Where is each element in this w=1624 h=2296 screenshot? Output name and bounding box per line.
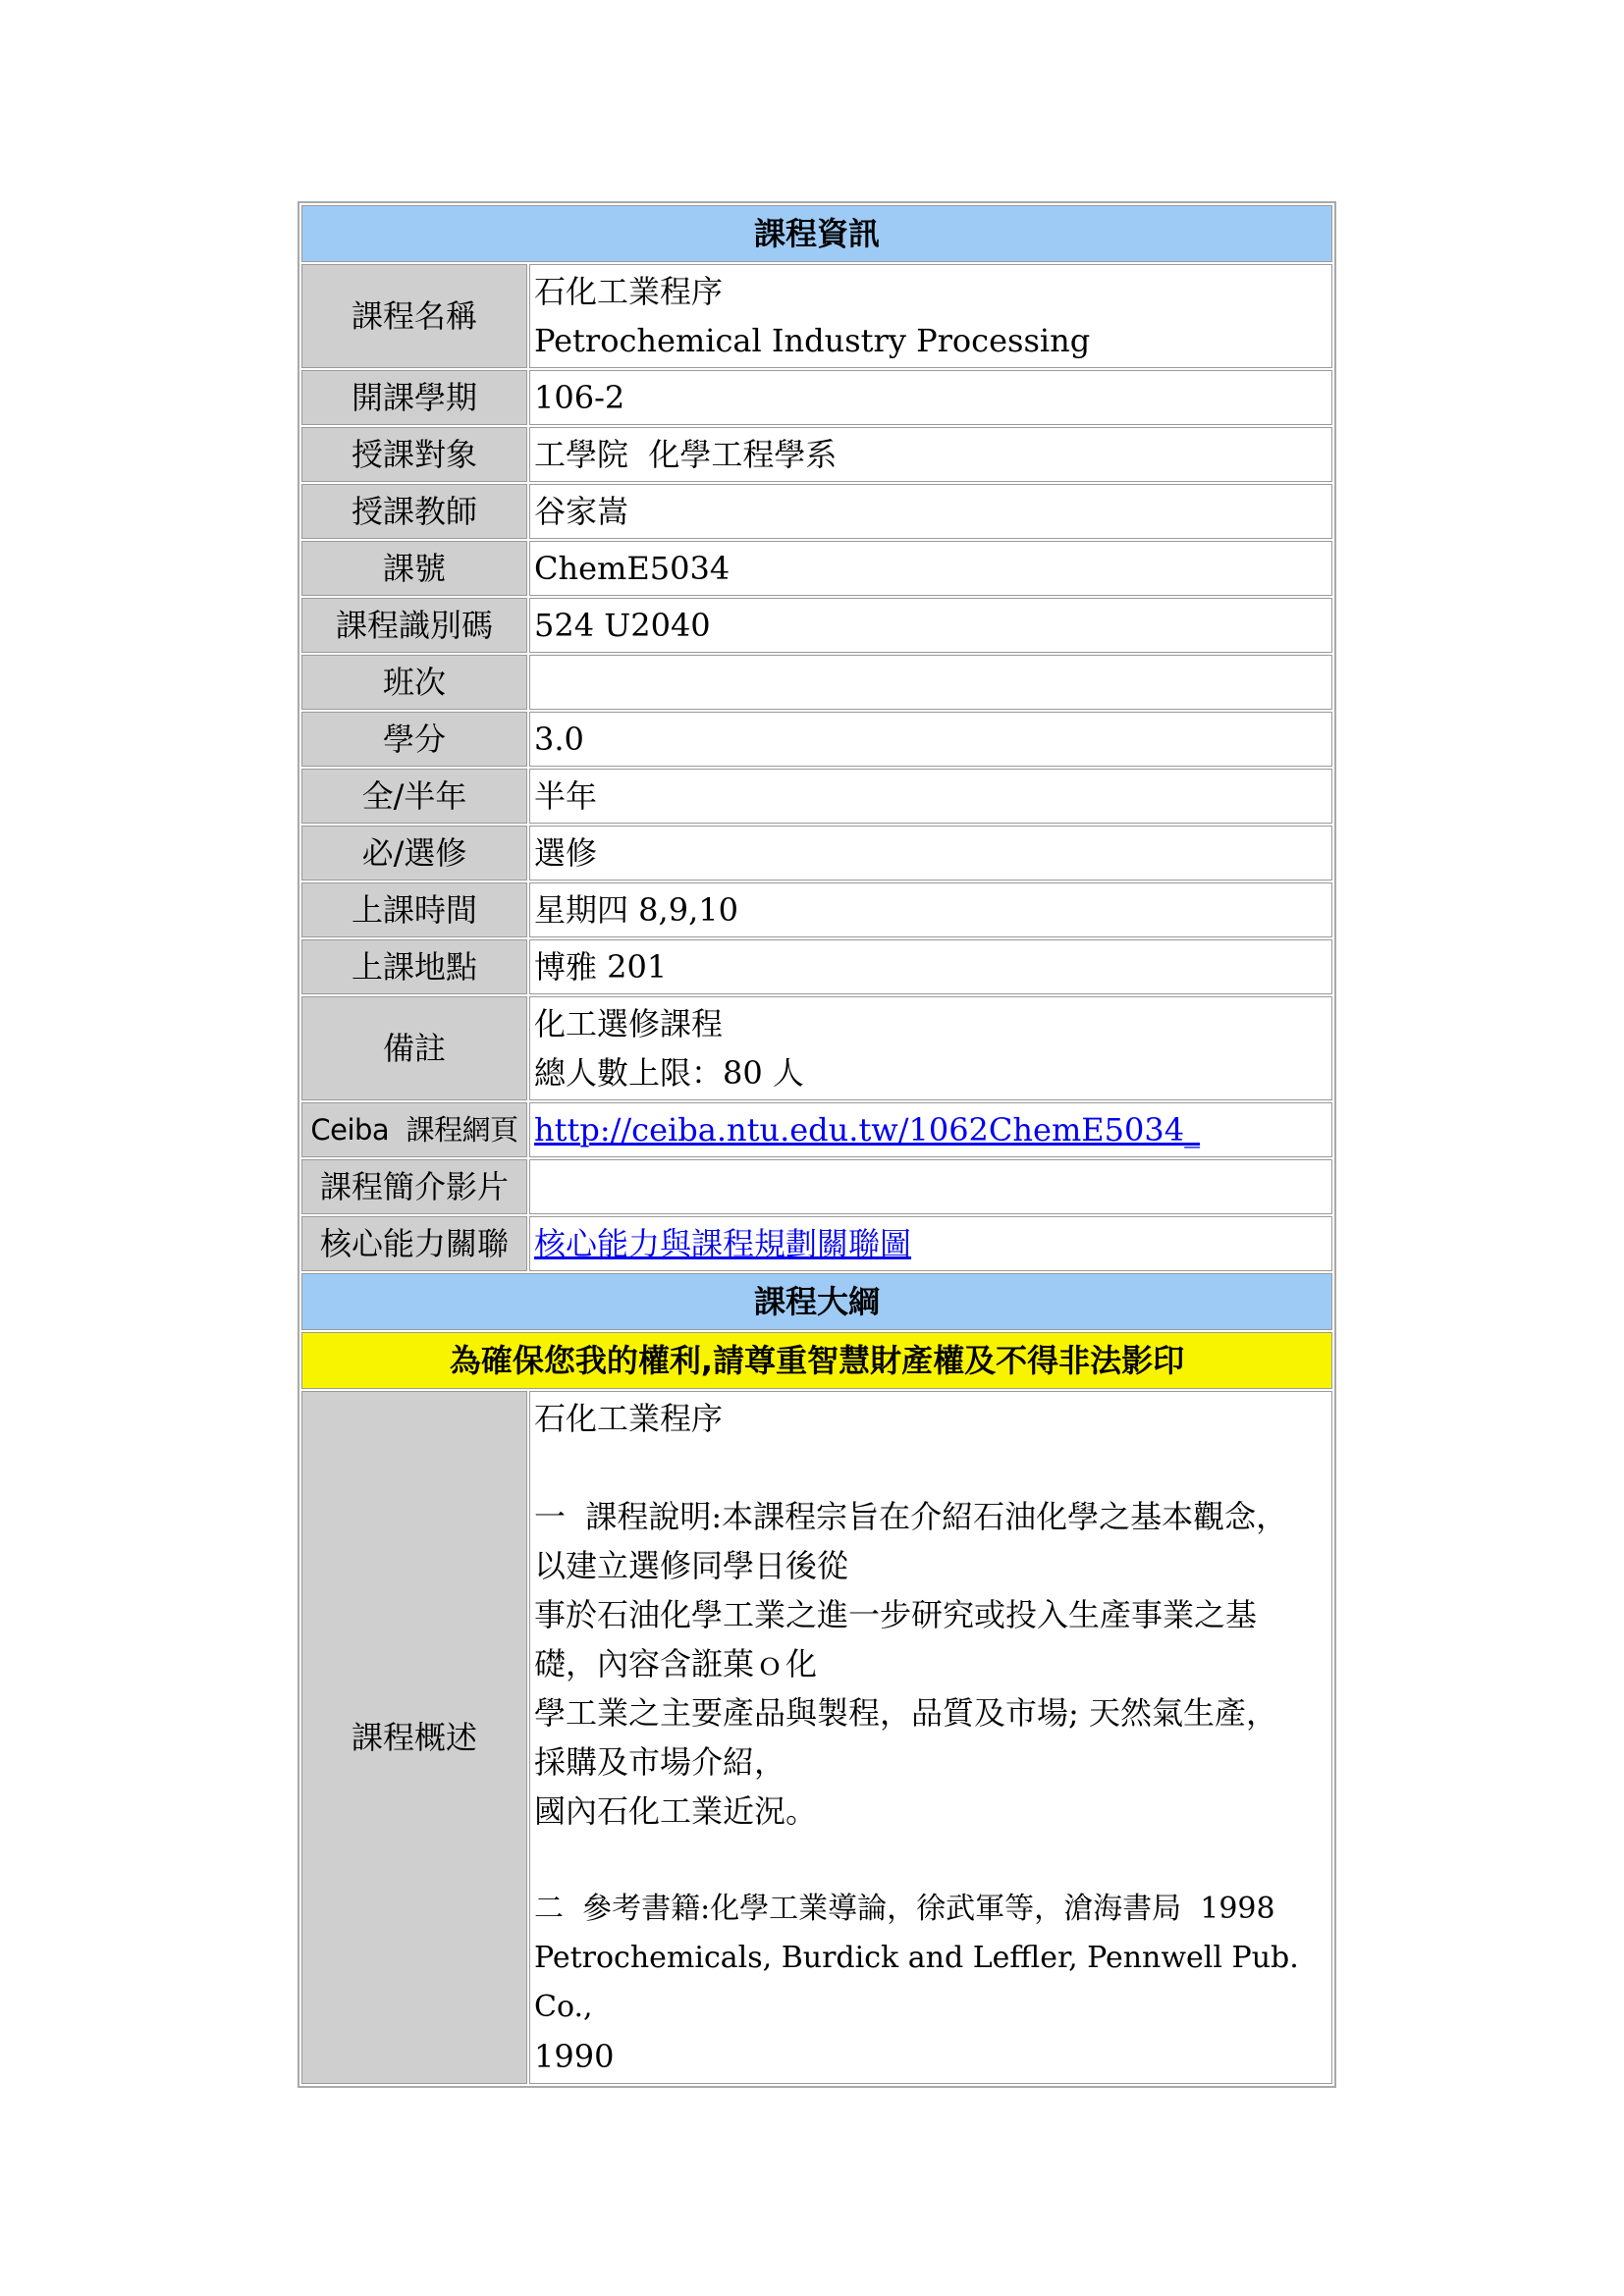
table-row-core — [301, 1216, 1332, 1271]
course-id-value: 524 U2040 — [529, 598, 1332, 653]
course-name-label: 課程名稱 — [301, 264, 527, 368]
course-id-label: 課程識別碼 — [301, 598, 527, 653]
table-row-location — [301, 939, 1332, 994]
course-name-zh: 石化工業程序 — [534, 273, 724, 310]
table-row-required — [301, 826, 1332, 881]
course-info-heading: 課程資訊 — [301, 205, 1332, 262]
semester-value: 106-2 — [529, 370, 1332, 425]
video-value — [529, 1159, 1332, 1214]
table-row-overview — [301, 1391, 1332, 2084]
table-row-credits — [301, 712, 1332, 767]
ceiba-link[interactable]: http://ceiba.ntu.edu.tw/1062ChemE5034_ — [534, 1111, 1201, 1148]
overview-line: 學工業之主要產品與製程，品質及市場; 天然氣生產， — [534, 1694, 1277, 1732]
time-value: 星期四 8,9,10 — [529, 882, 1332, 937]
course-name-value — [529, 264, 1332, 368]
duration-label: 全/半年 — [301, 769, 527, 824]
section-header-row — [301, 205, 1332, 262]
table-row-remarks — [301, 996, 1332, 1100]
table-row-course-name — [301, 264, 1332, 368]
course-name-en: Petrochemical Industry Processing — [534, 322, 1091, 359]
overview-line: 礎，內容含誑菓ｏ化 — [534, 1645, 818, 1682]
overview-line: Petrochemicals, Burdick and Leffler, Pennwell Pub. Co., — [534, 1941, 1299, 2024]
overview-line — [534, 1836, 1327, 1885]
location-label: 上課地點 — [301, 939, 527, 994]
overview-line: 事於石油化學工業之進一步研究或投入生產事業之基 — [534, 1596, 1258, 1633]
core-label: 核心能力關聯 — [301, 1216, 527, 1271]
copyright-row — [301, 1332, 1332, 1389]
course-code-value: ChemE5034 — [529, 541, 1332, 596]
table-row-time — [301, 882, 1332, 937]
overview-line: 石化工業程序 — [534, 1400, 724, 1437]
semester-label: 開課學期 — [301, 370, 527, 425]
required-value: 選修 — [529, 826, 1332, 881]
overview-value — [529, 1391, 1332, 2084]
overview-line: 1990 — [534, 2038, 615, 2075]
overview-line: 國內石化工業近況。 — [534, 1792, 818, 1830]
overview-line: 二 參考書籍:化學工業導論，徐武軍等，滄海書局 1998 — [534, 1892, 1275, 1926]
remarks-value — [529, 996, 1332, 1100]
video-label: 課程簡介影片 — [301, 1159, 527, 1214]
table-row-course-id — [301, 598, 1332, 653]
class-label: 班次 — [301, 655, 527, 710]
table-row-instructor — [301, 484, 1332, 539]
location-value: 博雅 201 — [529, 939, 1332, 994]
table-row-semester — [301, 370, 1332, 425]
required-label: 必/選修 — [301, 826, 527, 881]
duration-value: 半年 — [529, 769, 1332, 824]
course-info-sheet — [298, 201, 1336, 2088]
time-label: 上課時間 — [301, 882, 527, 937]
ceiba-value — [529, 1102, 1332, 1157]
overview-line: 以建立選修同學日後從 — [534, 1547, 849, 1584]
table-row-class — [301, 655, 1332, 710]
ceiba-label: Ceiba 課程網頁 — [301, 1102, 527, 1157]
core-value — [529, 1216, 1332, 1271]
overview-line: 採購及市場介紹， — [534, 1743, 786, 1781]
target-value: 工學院 化學工程學系 — [529, 427, 1332, 482]
remarks-line-2: 總人數上限：80 人 — [534, 1054, 804, 1092]
instructor-value: 谷家嵩 — [529, 484, 1332, 539]
course-info-table — [299, 203, 1334, 2086]
course-code-label: 課號 — [301, 541, 527, 596]
remarks-label: 備註 — [301, 996, 527, 1100]
remarks-line-1: 化工選修課程 — [534, 1005, 724, 1042]
syllabus-header-row — [301, 1273, 1332, 1330]
table-row-course-code — [301, 541, 1332, 596]
table-row-duration — [301, 769, 1332, 824]
table-row-target — [301, 427, 1332, 482]
overview-label: 課程概述 — [301, 1391, 527, 2084]
overview-line: 一 課程說明:本課程宗旨在介紹石油化學之基本觀念， — [534, 1498, 1288, 1535]
target-label: 授課對象 — [301, 427, 527, 482]
overview-line — [534, 1443, 1327, 1492]
syllabus-heading: 課程大綱 — [301, 1273, 1332, 1330]
copyright-notice: 為確保您我的權利,請尊重智慧財產權及不得非法影印 — [301, 1332, 1332, 1389]
instructor-label: 授課教師 — [301, 484, 527, 539]
core-competency-link[interactable]: 核心能力與課程規劃關聯圖 — [534, 1225, 912, 1262]
class-value — [529, 655, 1332, 710]
table-row-video — [301, 1159, 1332, 1214]
table-row-ceiba — [301, 1102, 1332, 1157]
credits-value: 3.0 — [529, 712, 1332, 767]
credits-label: 學分 — [301, 712, 527, 767]
